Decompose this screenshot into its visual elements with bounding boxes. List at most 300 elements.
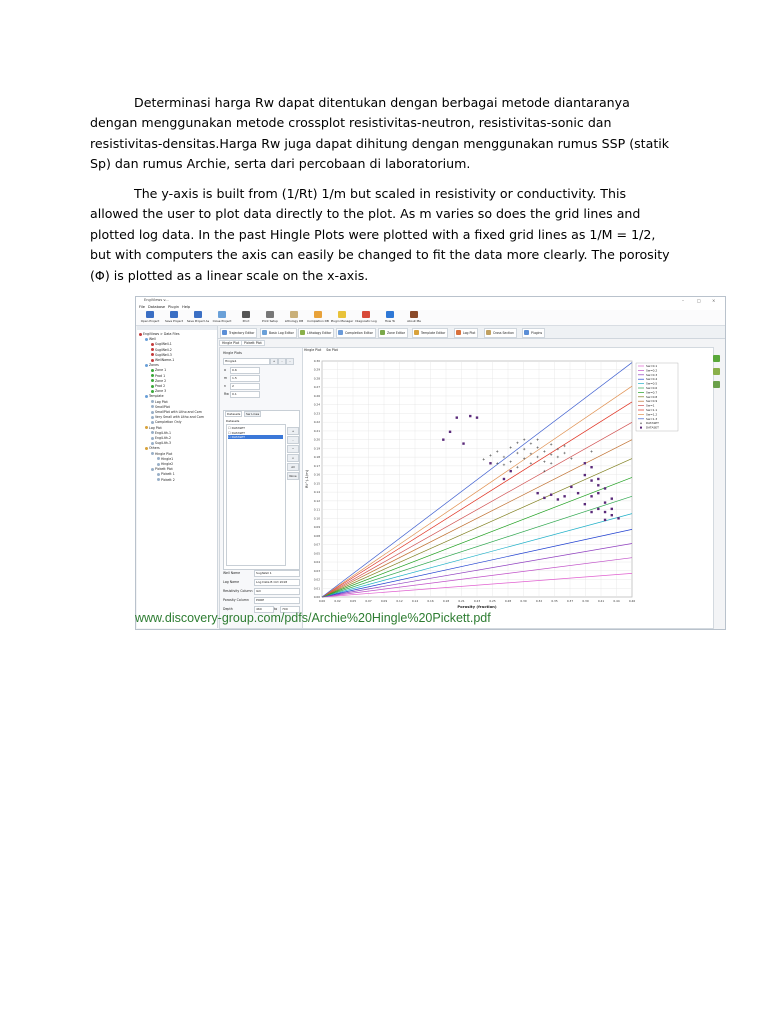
tree-item-label: Zone 3 <box>155 389 167 394</box>
param-input[interactable] <box>230 375 260 382</box>
toolbar-icon <box>386 311 394 318</box>
param-value: 0.6 <box>232 368 237 372</box>
minimize-icon[interactable]: – <box>682 298 684 303</box>
x-tick-label: 0.21 <box>458 599 465 603</box>
right-tool-strip <box>713 355 723 394</box>
x-tick-label: 0.18 <box>442 599 450 603</box>
x-tick-label: 0.37 <box>566 599 574 603</box>
data-point-square <box>476 416 478 418</box>
toolbar-button-7[interactable] <box>306 311 330 325</box>
tree-item-label: Pickett Plot <box>155 467 173 472</box>
data-point-square <box>489 462 491 464</box>
tree-item-label: Zone 1 <box>155 368 167 373</box>
tree-item-label: Very Small with Litho and Com <box>155 415 204 420</box>
paragraph-1 <box>90 93 678 175</box>
data-point-square <box>590 479 592 481</box>
plot-view-tabs <box>304 348 342 352</box>
y-tick-label: 0.14 <box>313 490 320 495</box>
legend-label: Sw=0.1 <box>646 364 658 368</box>
y-tick-label: 0.12 <box>313 498 320 503</box>
tab-cross-section[interactable] <box>484 328 517 338</box>
field-label: Depth <box>223 607 233 611</box>
legend <box>636 363 678 431</box>
toolbar-label: Print Setup <box>262 319 278 323</box>
y-tick-label: 0.22 <box>313 420 320 425</box>
toolbar-button-11[interactable] <box>402 311 426 325</box>
tree-item[interactable] <box>151 441 171 445</box>
data-point-square <box>590 495 592 497</box>
y-tick-label: 0.11 <box>313 507 320 512</box>
tree-item-label: SugiLith-3 <box>155 441 172 446</box>
legend-swatch <box>640 427 642 429</box>
menu-file[interactable]: File <box>139 305 146 309</box>
export-icon[interactable] <box>713 381 720 388</box>
x-tick-label: 0.07 <box>365 599 372 603</box>
y-tick-label: 0.28 <box>313 376 320 381</box>
y-tick-label: 0.23 <box>313 411 320 416</box>
tree-item[interactable] <box>151 400 168 404</box>
field-value: Log Data B Oct 2018 <box>256 580 288 584</box>
tab-completion-editor[interactable] <box>336 328 376 338</box>
x-tick-label: 0.46 <box>628 599 636 603</box>
data-point-square <box>590 511 592 513</box>
tab-label: Lithology Editor <box>307 331 332 335</box>
tree-item[interactable] <box>151 379 166 383</box>
data-point-square <box>611 508 613 510</box>
tree-item[interactable] <box>145 394 164 398</box>
legend-label: Sw=1.2 <box>646 412 658 417</box>
tree-item[interactable] <box>151 410 202 414</box>
y-tick-label: 0.29 <box>313 367 320 372</box>
tree-item-label: EngiLith-1 <box>155 430 172 435</box>
tree-node-icon <box>157 473 160 476</box>
tree-node-icon <box>151 452 154 455</box>
x-tick-label: 0.35 <box>551 599 558 603</box>
tree-item[interactable] <box>151 368 166 372</box>
field-value: PORE <box>256 598 265 602</box>
dataset-item[interactable] <box>228 431 283 435</box>
data-point-square <box>597 492 599 494</box>
tab-icon <box>486 330 491 335</box>
data-point-square <box>442 438 444 440</box>
menu-plugin[interactable]: Plugin <box>168 305 180 309</box>
toolbar-icon <box>314 311 322 318</box>
data-point-square <box>597 478 599 480</box>
param-value: 2 <box>232 384 234 388</box>
tab-log-plot[interactable] <box>454 328 478 338</box>
toolbar-label: Plugin Manager <box>330 319 354 323</box>
window-title: EngiViews v... <box>144 298 169 302</box>
tree-node-icon <box>151 468 154 471</box>
tree-item-label: EngiLith-2 <box>155 436 172 440</box>
plot-type-tabs <box>219 340 299 345</box>
data-point-square <box>604 487 606 489</box>
legend-label: Sw=0.5 <box>646 381 658 386</box>
refresh-icon[interactable] <box>713 355 720 362</box>
toolbar <box>136 310 725 326</box>
tree-item[interactable] <box>151 342 172 346</box>
legend-label: Sw=0.8 <box>646 394 658 399</box>
tab-lithology-editor[interactable] <box>298 328 334 338</box>
tab-plugins[interactable] <box>522 328 545 338</box>
tree-item[interactable] <box>151 415 204 419</box>
tab-icon <box>456 330 461 335</box>
dataset-button-2[interactable]: ^ <box>287 445 299 453</box>
tab-basic-log-editor[interactable] <box>260 328 297 338</box>
tree-node-icon <box>151 379 154 382</box>
tree-item[interactable] <box>145 446 160 450</box>
data-point-square <box>604 519 606 521</box>
y-tick-label: 0.26 <box>313 393 320 398</box>
data-point-square <box>536 492 538 494</box>
toolbar-icon <box>338 311 346 318</box>
toolbar-icon <box>290 311 298 318</box>
toolbar-label: Save Project <box>165 319 183 323</box>
toolbar-label: Lithology DB <box>284 319 304 323</box>
data-point-square <box>543 497 545 499</box>
tree-item[interactable] <box>151 389 166 393</box>
project-tree-panel <box>137 326 218 628</box>
dataset-label: DATASET <box>231 435 246 439</box>
tree-item-label: Log Plot <box>155 399 168 404</box>
legend-label: Sw=0.9 <box>646 399 658 404</box>
data-point-square <box>577 492 579 494</box>
tab-template-editor[interactable] <box>412 328 448 338</box>
field-label: Resistivity Column <box>223 589 253 593</box>
toolbar-button-6[interactable] <box>282 311 306 325</box>
tree-item[interactable] <box>151 452 172 456</box>
tree-item[interactable] <box>151 374 165 378</box>
tree-node-icon <box>157 463 160 466</box>
tree-item-label: EngiViews > Data Files <box>143 332 180 336</box>
dataset-button-4[interactable]: All <box>287 463 299 471</box>
data-point-square <box>557 498 559 500</box>
tree-item[interactable] <box>157 478 175 482</box>
tree-node-icon <box>145 426 148 429</box>
x-tick-label: 0.09 <box>380 599 388 603</box>
tree-node-icon <box>151 348 154 351</box>
tab-label: Zone Editor <box>387 331 406 335</box>
tree-node-icon <box>151 343 154 346</box>
tree-item[interactable] <box>151 405 170 409</box>
tree-node-icon <box>151 421 154 424</box>
y-tick-label: 0.24 <box>313 402 320 407</box>
plot-select[interactable] <box>223 358 270 365</box>
param-input[interactable] <box>230 383 260 390</box>
tree-item-label: Hingle2 <box>161 462 174 466</box>
tab-datasets[interactable]: Datasets <box>227 412 241 416</box>
x-tick-label: 0.00 <box>318 599 326 603</box>
tree-node-icon <box>157 457 160 460</box>
tree-item-label: Completion Only <box>155 420 182 425</box>
toolbar-icon <box>146 311 154 318</box>
tree-item-label: SmallPlot <box>155 404 170 409</box>
edit-icon[interactable] <box>713 368 720 375</box>
tab-hingle-plot[interactable]: Hingle Plot <box>219 340 242 346</box>
x-tick-label: 0.30 <box>520 599 527 603</box>
tab-label: Basic Log Editor <box>269 331 294 335</box>
x-tick-label: 0.16 <box>427 599 434 603</box>
field-value: SugiWell 1 <box>256 571 272 575</box>
dataset-button-3[interactable]: v <box>287 454 299 462</box>
tree-item-label: Well <box>149 337 156 342</box>
y-tick-label: 0.16 <box>313 472 320 477</box>
legend-label: Sw=1 <box>646 403 655 408</box>
tree-item-label: Hingle1 <box>161 456 174 461</box>
toolbar-button-8[interactable] <box>330 311 354 325</box>
tab-pickett-plot[interactable]: Pickett Plot <box>241 340 265 346</box>
x-tick-label: 0.02 <box>334 599 341 603</box>
x-tick-label: 0.14 <box>411 599 419 603</box>
field-value: 460 <box>256 607 262 611</box>
y-tick-label: 0.04 <box>313 560 320 565</box>
y-tick-label: 0.01 <box>313 586 320 591</box>
tree-item[interactable] <box>151 431 171 435</box>
tree-node-icon <box>151 353 154 356</box>
legend-label: Sw=0.6 <box>646 386 658 390</box>
data-point-square <box>456 416 458 418</box>
toolbar-label: Print <box>242 319 250 323</box>
menu-help[interactable]: Help <box>182 305 191 309</box>
tree-node-icon <box>151 359 154 362</box>
y-tick-label: 0.07 <box>313 542 320 547</box>
param-label: n <box>224 384 227 388</box>
data-point-square <box>584 474 586 476</box>
tree-item-label: WellName-1 <box>155 358 175 362</box>
dataset-button-5[interactable]: None <box>287 472 299 480</box>
tree-node-icon <box>151 390 154 393</box>
toolbar-button-4[interactable] <box>234 311 258 325</box>
tab-label: Template Editor <box>421 331 446 335</box>
tree-item-label: SmallPlot with Litho and Com <box>155 410 202 414</box>
tree-item-label: Prod 2 <box>155 384 166 388</box>
y-tick-label: 0.30 <box>313 359 320 363</box>
tab-sw-lines[interactable]: Sw Lines <box>246 412 260 416</box>
y-tick-label: 0.15 <box>313 481 320 486</box>
tree-node-icon <box>151 411 154 414</box>
dataset-button-1[interactable]: - <box>287 436 299 444</box>
dataset-label: DATASET <box>231 426 246 430</box>
x-tick-label: 0.41 <box>597 599 605 603</box>
tab-label: Completion Editor <box>345 331 373 335</box>
tree-item[interactable] <box>145 426 162 430</box>
data-point-square <box>611 514 613 516</box>
y-tick-label: 0.27 <box>313 385 320 390</box>
datasets-header: Datasets <box>226 419 240 423</box>
data-point-square <box>449 431 451 433</box>
legend-label: Sw=0.3 <box>646 372 658 377</box>
data-point-square <box>617 517 619 519</box>
tree-header <box>137 326 217 330</box>
menu-database[interactable]: Database <box>148 305 166 309</box>
param-input[interactable] <box>230 367 260 374</box>
tree-item[interactable] <box>151 436 171 440</box>
tab-icon <box>338 330 343 335</box>
y-tick-label: 0.18 <box>313 455 320 460</box>
maximize-icon[interactable]: □ <box>697 298 701 303</box>
param-label: m <box>224 376 228 380</box>
tree-node-icon <box>151 374 154 377</box>
tab-trajectory-editor[interactable] <box>220 328 257 338</box>
tree-node-icon <box>151 369 154 372</box>
tree-item[interactable] <box>151 420 182 424</box>
tab-icon <box>524 330 529 335</box>
data-point-square <box>584 503 586 505</box>
tree-item[interactable] <box>145 337 156 341</box>
legend-label: Sw=0.4 <box>646 377 658 382</box>
toolbar-button-1[interactable] <box>162 311 186 325</box>
hingle-plot-chart <box>302 355 712 627</box>
toolbar-label: Open Project <box>140 319 160 323</box>
field-label: Well Name <box>223 571 241 575</box>
x-tick-label: 0.39 <box>582 599 589 603</box>
depth-to-label: to <box>274 607 278 611</box>
param-value: 1.5 <box>232 376 237 380</box>
toolbar-button-0[interactable] <box>138 311 162 325</box>
tree-node-icon <box>151 416 154 419</box>
toolbar-button-9[interactable] <box>354 311 378 325</box>
tree-item-label: SugiWell-2 <box>155 347 172 352</box>
toolbar-icon <box>242 311 250 318</box>
data-point-square <box>597 508 599 510</box>
tree-node-icon <box>151 405 154 408</box>
data-point-square <box>469 415 471 417</box>
data-point-square <box>503 478 505 480</box>
data-point-square <box>597 484 599 486</box>
tree-node-icon <box>151 400 154 403</box>
data-point-square <box>570 486 572 488</box>
tree-item-label: Hingle Plot <box>155 451 173 456</box>
y-tick-label: 0.05 <box>313 551 320 556</box>
field-label: Porosity Column <box>223 598 249 602</box>
software-screenshot <box>135 296 726 630</box>
field-input[interactable] <box>254 570 300 577</box>
toolbar-button-3[interactable] <box>210 311 234 325</box>
depth-to-value: 700 <box>282 607 288 611</box>
tree-node-icon <box>145 447 148 450</box>
tree-node-icon <box>151 431 154 434</box>
source-link[interactable]: www.discovery-group.com/pdfs/Archie%20Hingle%20Pickett.pdf <box>135 611 491 625</box>
data-point-square <box>604 511 606 513</box>
legend-label: Sw=0.7 <box>646 390 658 395</box>
field-input[interactable] <box>254 588 300 595</box>
tree-item[interactable] <box>145 363 159 367</box>
param-label: Rw <box>224 392 229 396</box>
y-tick-label: 0.03 <box>313 568 320 573</box>
tree-item-label: Prod 1 <box>155 373 166 378</box>
add-plot-button[interactable]: + <box>270 358 278 365</box>
checkbox-icon[interactable]: ☐ <box>228 435 232 439</box>
dataset-button-0[interactable]: + <box>287 427 299 435</box>
tree-item-label: Log Plot <box>149 425 162 430</box>
remove-plot-button[interactable]: - <box>278 358 286 365</box>
tree-node-icon <box>151 442 154 445</box>
tree-node-icon <box>139 333 142 336</box>
checkbox-icon[interactable]: ☐ <box>228 426 232 430</box>
legend-label: Sw=0.2 <box>646 368 658 373</box>
toolbar-label: How To <box>384 319 396 323</box>
legend-label: Sw=1.3 <box>646 416 658 421</box>
dataset-item[interactable] <box>228 435 283 439</box>
tree-item[interactable] <box>151 353 172 357</box>
tree-node-icon <box>157 478 160 481</box>
y-axis-label: Rt^(-1/m) <box>305 469 309 489</box>
tree-node-icon <box>145 338 148 341</box>
tree-item[interactable] <box>151 384 165 388</box>
legend-label: DATASET <box>646 421 659 426</box>
tree-item[interactable] <box>139 332 179 336</box>
checkbox-icon[interactable]: ☐ <box>228 430 232 435</box>
editor-tabs <box>218 326 725 339</box>
toolbar-label: Save Project As <box>186 319 210 323</box>
data-point-square <box>462 442 464 444</box>
toolbar-label: Close Project <box>212 319 232 323</box>
field-input[interactable] <box>254 579 300 586</box>
x-tick-label: 0.44 <box>613 599 620 603</box>
tree-item-label: Zones <box>149 363 159 368</box>
tree-item[interactable] <box>157 472 175 476</box>
tree-item[interactable] <box>157 462 173 466</box>
toolbar-icon <box>194 311 202 318</box>
tab-label: Plugins <box>531 331 543 335</box>
plot-select-value: Hingle1 <box>225 359 237 363</box>
param-label: a <box>224 368 226 372</box>
hingle-settings-panel <box>219 347 303 629</box>
tree-item[interactable] <box>151 467 173 471</box>
field-input[interactable] <box>254 597 300 604</box>
legend-label: Sw=1.1 <box>646 408 658 412</box>
tab-sw-view[interactable]: Sw Plot <box>326 348 338 352</box>
dataset-label: DATASET <box>231 430 246 435</box>
tree-node-icon <box>151 385 154 388</box>
close-icon[interactable]: × <box>712 298 716 303</box>
tree-item[interactable] <box>151 358 174 362</box>
y-tick-label: 0.17 <box>313 463 320 468</box>
tree-node-icon <box>151 437 154 440</box>
toolbar-label: Completion DB <box>307 319 329 323</box>
param-value: 0.1 <box>232 392 237 396</box>
param-input[interactable] <box>230 391 260 398</box>
tab-icon <box>222 330 227 335</box>
tree-item-label: SugiWell-3 <box>155 352 172 357</box>
tab-label: Trajectory Editor <box>229 331 255 335</box>
dataset-item[interactable] <box>228 426 283 430</box>
y-tick-label: 0.00 <box>313 595 320 599</box>
rename-plot-button[interactable]: .. <box>286 358 294 365</box>
data-point-square <box>563 495 565 497</box>
toolbar-button-10[interactable] <box>378 311 402 325</box>
tree-item[interactable] <box>157 457 173 461</box>
toolbar-button-2[interactable] <box>186 311 210 325</box>
paragraph-1-text: Determinasi harga Rw dapat ditentukan dengan berbagai metode diantaranya dengan menggunakan metode crossplot resistivitas-neutron, resistivitas-sonic dan resistivitas-densitas.Harga Rw juga dapat dihitung dengan menggunakan rumus SSP (statik Sp) dan rumus Archie, serta dari percobaan di laboratorium. <box>90 95 670 172</box>
y-tick-label: 0.20 <box>313 437 320 442</box>
tree-item-label: Pickett 1 <box>161 472 175 477</box>
y-tick-label: 0.10 <box>313 516 320 521</box>
dataset-list <box>226 424 286 566</box>
toolbar-icon <box>170 311 178 318</box>
tree-item[interactable] <box>151 348 172 352</box>
x-tick-label: 0.12 <box>396 599 403 603</box>
toolbar-label: About Me <box>407 319 421 323</box>
tree-node-icon <box>145 395 148 398</box>
section-title: Hingle Plots <box>223 351 242 355</box>
tab-hingle-view[interactable]: Hingle Plot <box>304 348 322 352</box>
tree-item-label: Others <box>149 446 160 451</box>
toolbar-button-5[interactable] <box>258 311 282 325</box>
y-tick-label: 0.09 <box>313 525 320 530</box>
x-tick-label: 0.05 <box>349 599 357 603</box>
tab-zone-editor[interactable] <box>378 328 408 338</box>
